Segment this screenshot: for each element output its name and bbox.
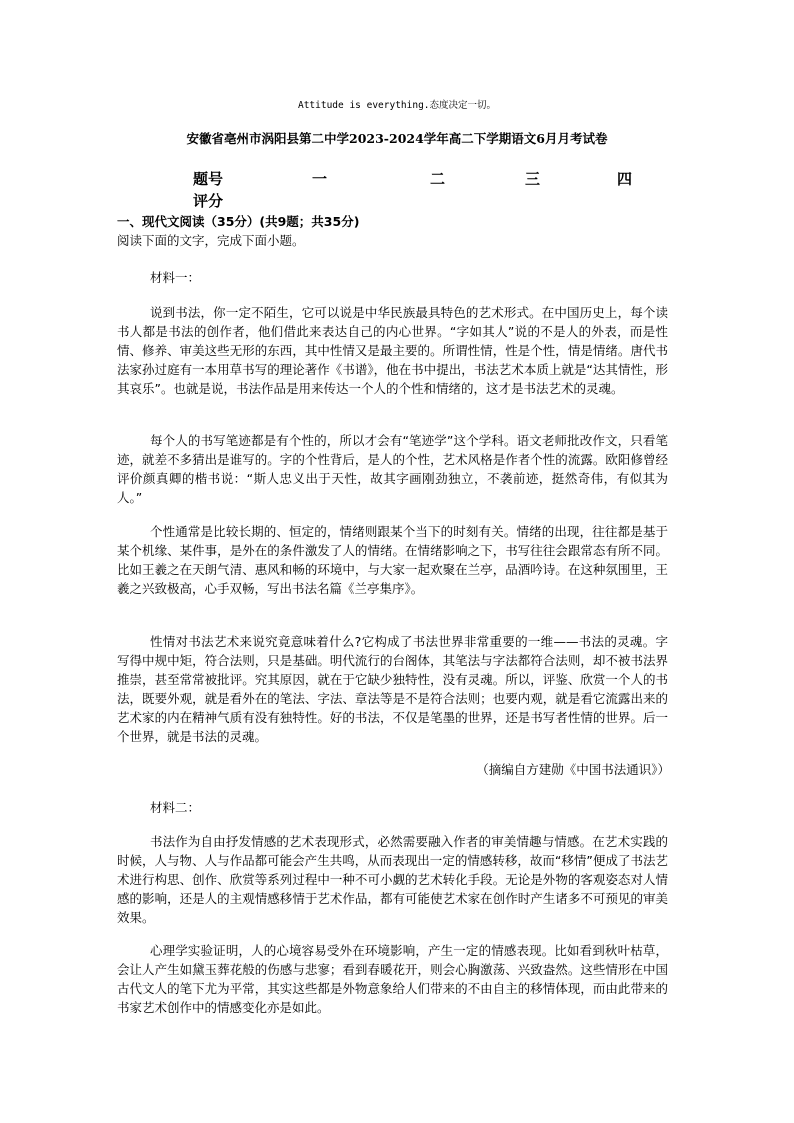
material1-paragraph: 性情对书法艺术来说究竟意味着什么?它构成了书法世界非常重要的一维——书法的灵魂。字写得中规中矩，符合法则，只是基础。明代流行的台阁体，其笔法与字法都符合法则，却不被书法界推崇，甚至常常被批评。究其原因，就在于它缺少独特性，没有灵魂。所以，评鉴、欣赏一个人的书法，既要外观，就是看外在的笔法、字法、章法等是不是符合法则；也要内观，就是看它流露出来的艺术家的内在精神气质有没有独特性。好的书法，不仅是笔墨的世界，还是书写者性情的世界。后一个世界，就是书法的灵魂。 xyxy=(117,634,668,744)
score-table-col-1: 一 xyxy=(312,170,328,188)
material2-label: 材料二： xyxy=(150,800,201,815)
score-table-col-4: 四 xyxy=(617,170,633,188)
section-heading: 一、现代文阅读（35分）(共9题；共35分) xyxy=(117,214,360,229)
material1-paragraph: 说到书法，你一定不陌生，它可以说是中华民族最具特色的艺术形式。在中国历史上，每个读书人都是书法的创作者，他们借此来表达自己的内心世界。“字如其人”说的不是人的外表，而是性情、修养、审美这些无形的东西，其中性情又是最主要的。所谓性情，性是个性，情是情绪。唐代书法家孙过庭有一本用草书写的理论著作《书谱》，他在书中提出，书法艺术本质上就是“达其情性，形其哀乐”。也就是说，书法作品是用来传达一个人的个性和情绪的，这才是书法艺术的灵魂。 xyxy=(117,305,668,396)
section-instruction: 阅读下面的文字，完成下面小题。 xyxy=(117,233,305,248)
material2-paragraph: 心理学实验证明，人的心境容易受外在环境影响，产生一定的情感表现。比如看到秋叶枯草，会让人产生如黛玉葬花般的伤感与悲寥；看到春暖花开，则会心胸激荡、兴致盎然。这些情形在中国古代文人的笔下尤为平常，其实这些都是外物意象给人们带来的不由自主的移情体现，而由此带来的书家艺术创作中的情感变化亦是如此。 xyxy=(117,943,668,1015)
material2-paragraph: 书法作为自由抒发情感的艺术表现形式，必然需要融入作者的审美情趣与情感。在艺术实践的时候，人与物、人与作品都可能会产生共鸣，从而表现出一定的情感转移，故而“移情”便成了书法艺术进行构思、创作、欣赏等系列过程中一种不可小觑的艺术转化手段。无论是外物的客观姿态对人情感的影响，还是人的主观情感移情于艺术作品，都有可能使艺术家在创作时产生诸多不可预见的审美效果。 xyxy=(117,834,668,925)
material1-source: （摘编自方建勋《中国书法通识》） xyxy=(476,762,670,777)
score-table-col-2: 二 xyxy=(430,170,446,188)
material1-label: 材料一： xyxy=(150,270,201,285)
motto-header: Attitude is everything.态度决定一切。 xyxy=(297,100,497,111)
material1-paragraph: 每个人的书写笔迹都是有个性的，所以才会有“笔迹学”这个学科。语文老师批改作文，只看笔迹，就差不多猜出是谁写的。字的个性背后，是人的个性，艺术风格是作者个性的流露。欧阳修曾经评价颜真卿的楷书说：“斯人忠义出于天性，故其字画刚劲独立，不袭前迹，挺然奇伟，有似其为人。” xyxy=(117,433,668,505)
score-table-col-3: 三 xyxy=(525,170,541,188)
material1-paragraph: 个性通常是比较长期的、恒定的，情绪则跟某个当下的时刻有关。情绪的出现，往往都是基于某个机缘、某件事，是外在的条件激发了人的情绪。在情绪影响之下，书写往往会跟常态有所不同。比如王羲之在天朗气清、惠风和畅的环境中，与大家一起欢聚在兰亭，品酒吟诗。在这种氛围里，王羲之兴致极高，心手双畅，写出书法名篇《兰亭集序》。 xyxy=(117,524,668,596)
score-table-row2-label: 评分 xyxy=(193,192,224,210)
score-table-row1-label: 题号 xyxy=(193,170,224,188)
score-table xyxy=(0,168,794,212)
exam-title: 安徽省亳州市涡阳县第二中学2023-2024学年高二下学期语文6月月考试卷 xyxy=(186,131,608,146)
